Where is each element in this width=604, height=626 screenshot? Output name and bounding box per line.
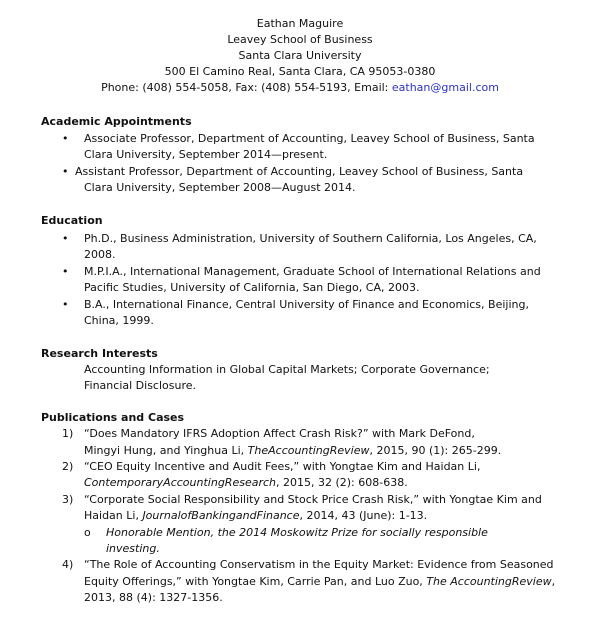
header-name: Eathan Maguire bbox=[256, 17, 344, 30]
publication-4-authors: Equity Offerings,” with Yongtae Kim, Carrie Pan, and Luo Zuo, bbox=[84, 575, 427, 588]
publication-2-line1: “CEO Equity Incentive and Audit Fees,” with Yongtae Kim and Haidan Li, bbox=[84, 460, 481, 473]
education-3-line2: China, 1999. bbox=[84, 314, 154, 327]
research-line2: Financial Disclosure. bbox=[84, 379, 197, 392]
sub-bullet-icon: o bbox=[84, 526, 91, 539]
contact-text: Phone: (408) 554-5058, Fax: (408) 554-5193, Email: bbox=[101, 81, 392, 94]
publication-number: 2) bbox=[62, 460, 74, 473]
bullet-icon: • bbox=[62, 232, 69, 245]
publications-heading: Publications and Cases bbox=[41, 411, 185, 424]
bullet-icon: • bbox=[62, 298, 69, 311]
bullet-icon: • bbox=[62, 265, 69, 278]
appointment-2-line2: Clara University, September 2008—August 2014. bbox=[84, 181, 356, 194]
appointment-2-line1: Assistant Professor, Department of Accounting, Leavey School of Business, Santa bbox=[75, 165, 524, 178]
education-1-line1: Ph.D., Business Administration, University of Southern California, Los Angeles, CA, bbox=[84, 232, 537, 245]
header-address: 500 El Camino Real, Santa Clara, CA 95053-0380 bbox=[164, 65, 436, 78]
publication-4-line3: 2013, 88 (4): 1327-1356. bbox=[84, 591, 223, 604]
publication-1-journal: TheAccountingReview bbox=[247, 444, 370, 457]
publication-3-citation: , 2014, 43 (June): 1-13. bbox=[299, 509, 428, 522]
appointments-heading: Academic Appointments bbox=[41, 115, 192, 128]
research-line1: Accounting Information in Global Capital Markets; Corporate Governance; bbox=[84, 363, 490, 376]
education-1-line2: 2008. bbox=[84, 248, 116, 261]
bullet-icon: • bbox=[62, 165, 69, 178]
header-contact bbox=[0, 80, 600, 96]
publication-3-line1: “Corporate Social Responsibility and Stock Price Crash Risk,” with Yongtae Kim and bbox=[84, 493, 542, 506]
header-university: Santa Clara University bbox=[238, 49, 362, 62]
publication-1-line2 bbox=[84, 443, 501, 459]
header-school: Leavey School of Business bbox=[227, 33, 373, 46]
education-3-line1: B.A., International Finance, Central University of Finance and Economics, Beijing, bbox=[84, 298, 529, 311]
publication-4-line2 bbox=[84, 574, 555, 590]
bullet-icon: • bbox=[62, 132, 69, 145]
publication-1-line1: “Does Mandatory IFRS Adoption Affect Crash Risk?” with Mark DeFond, bbox=[84, 427, 475, 440]
award-line1: Honorable Mention, the 2014 Moskowitz Prize for socially responsible bbox=[106, 526, 488, 539]
publication-4-line1: “The Role of Accounting Conservatism in the Equity Market: Evidence from Seasoned bbox=[84, 558, 554, 571]
publication-3-journal: JournalofBankingandFinance bbox=[142, 509, 300, 522]
appointment-1-line1: Associate Professor, Department of Accounting, Leavey School of Business, Santa bbox=[84, 132, 535, 145]
research-heading: Research Interests bbox=[41, 347, 158, 360]
publication-2-journal: ContemporaryAccountingResearch bbox=[84, 476, 276, 489]
publication-1-authors: Mingyi Hung, and Yinghua Li, bbox=[84, 444, 248, 457]
publication-number: 4) bbox=[62, 558, 74, 571]
publication-3-authors: Haidan Li, bbox=[84, 509, 143, 522]
education-heading: Education bbox=[41, 214, 103, 227]
publication-4-comma: , bbox=[551, 575, 556, 588]
publication-number: 1) bbox=[62, 427, 74, 440]
appointment-1-line2: Clara University, September 2014—present. bbox=[84, 148, 328, 161]
publication-2-line2 bbox=[84, 475, 408, 491]
publication-1-citation: , 2015, 90 (1): 265-299. bbox=[369, 444, 502, 457]
publication-2-citation: , 2015, 32 (2): 608-638. bbox=[276, 476, 408, 489]
email-link[interactable]: eathan@gmail.com bbox=[391, 81, 499, 94]
publication-3-line2 bbox=[84, 508, 427, 524]
publication-4-journal: The AccountingReview bbox=[426, 575, 552, 588]
award-line2: investing. bbox=[106, 542, 160, 555]
publication-number: 3) bbox=[62, 493, 74, 506]
education-2-line1: M.P.I.A., International Management, Graduate School of International Relations and bbox=[84, 265, 541, 278]
education-2-line2: Pacific Studies, University of California, San Diego, CA, 2003. bbox=[84, 281, 420, 294]
